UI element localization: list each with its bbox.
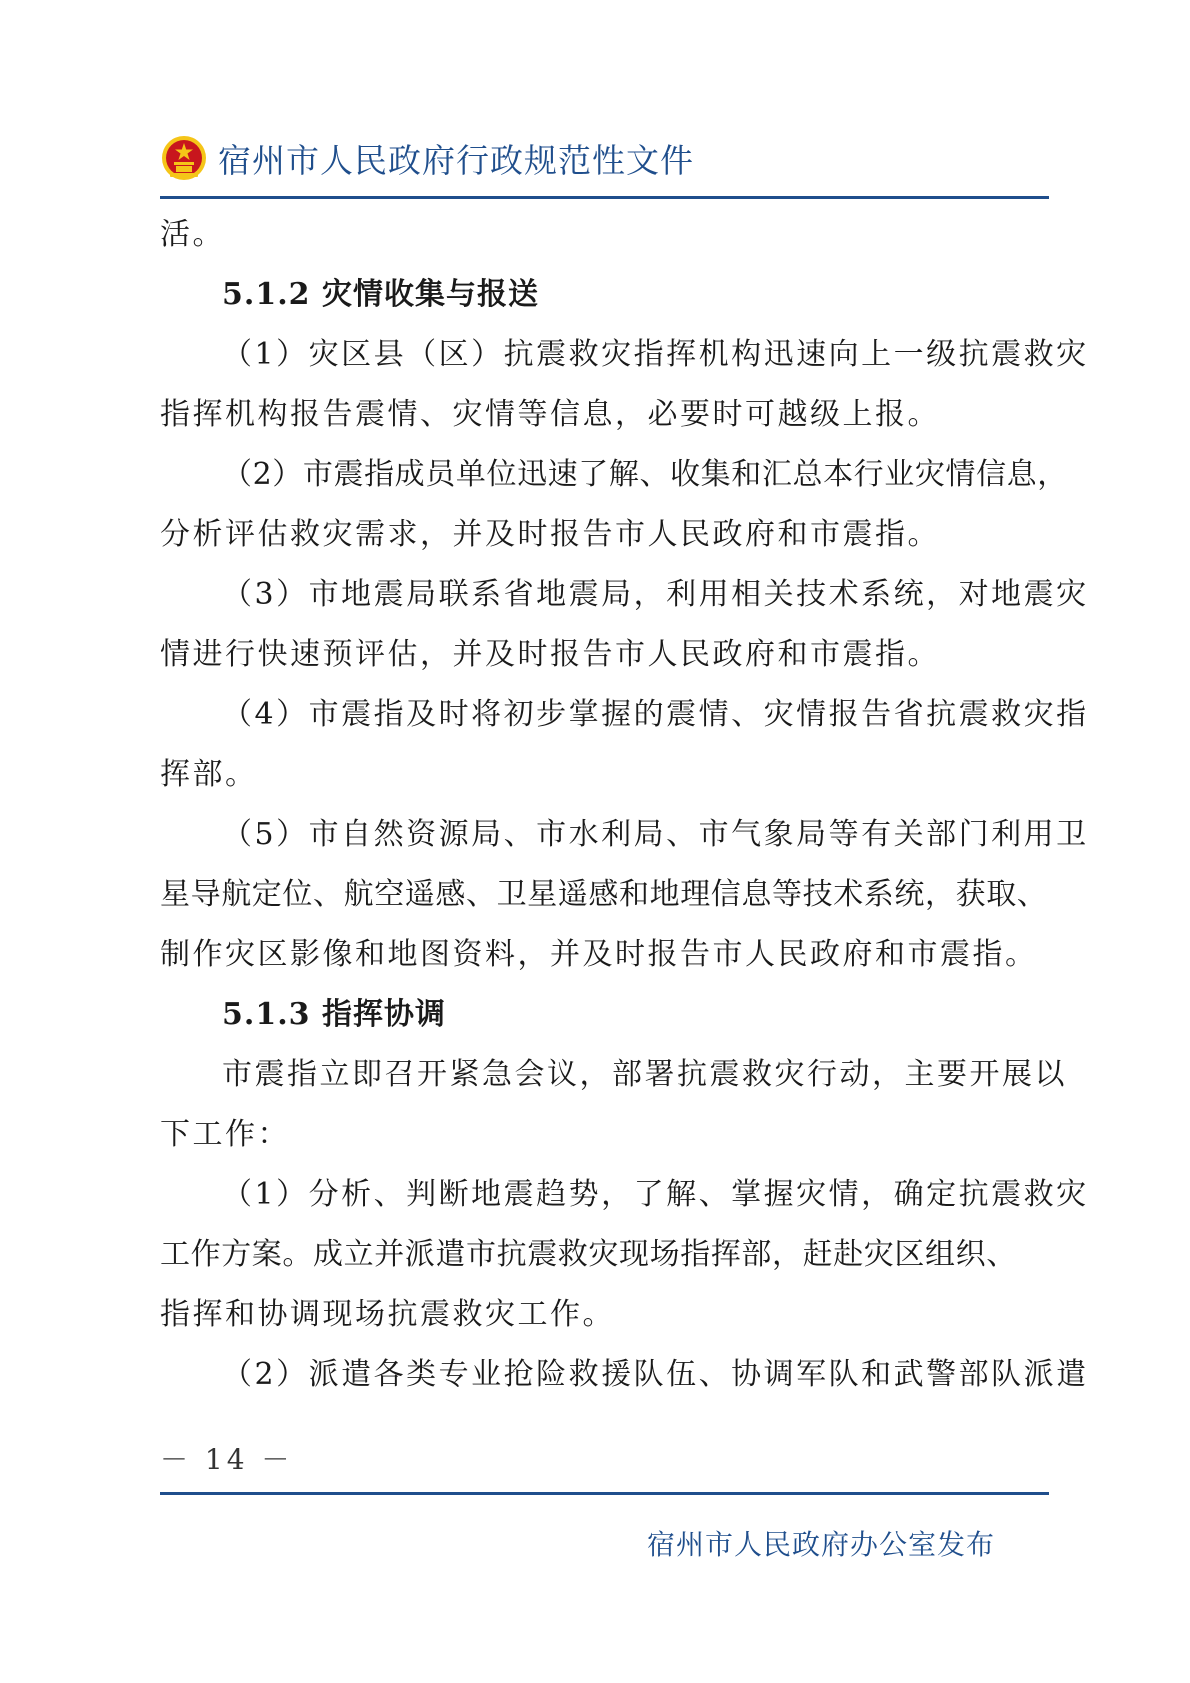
body-line: 指挥和协调现场抗震救灾工作。 xyxy=(160,1297,615,1332)
body-line: 下工作： xyxy=(160,1117,290,1152)
body-line: 活。 xyxy=(160,217,225,252)
body-line: （2）市震指成员单位迅速了解、收集和汇总本行业灾情信息， xyxy=(222,457,1068,492)
footer-publisher: 宿州市人民政府办公室发布 xyxy=(646,1528,995,1561)
body-line: （1）分析、判断地震趋势，了解、掌握灾情，确定抗震救灾 xyxy=(222,1177,1089,1212)
footer-divider xyxy=(160,1492,1049,1495)
body-line: （4）市震指及时将初步掌握的震情、灾情报告省抗震救灾指 xyxy=(222,697,1089,732)
section-heading-5-1-2: 5.1.2 灾情收集与报送 xyxy=(222,277,539,312)
body-line: 星导航定位、航空遥感、卫星遥感和地理信息等技术系统，获取、 xyxy=(160,877,1048,912)
header-title: 宿州市人民政府行政规范性文件 xyxy=(218,140,694,180)
page-number: － 14 － xyxy=(160,1443,294,1476)
body-line: 分析评估救灾需求，并及时报告市人民政府和市震指。 xyxy=(160,517,940,552)
body-line: 情进行快速预评估，并及时报告市人民政府和市震指。 xyxy=(160,637,940,672)
body-line: （3）市地震局联系省地震局，利用相关技术系统，对地震灾 xyxy=(222,577,1089,612)
body-line: 工作方案。成立并派遣市抗震救灾现场指挥部，赶赴灾区组织、 xyxy=(160,1237,1017,1272)
section-heading-5-1-3: 5.1.3 指挥协调 xyxy=(222,997,446,1032)
body-line: （1）灾区县（区）抗震救灾指挥机构迅速向上一级抗震救灾 xyxy=(222,337,1089,372)
body-line: 制作灾区影像和地图资料，并及时报告市人民政府和市震指。 xyxy=(160,937,1038,972)
document-body xyxy=(160,205,1089,1405)
header-divider xyxy=(160,196,1049,199)
body-line: 市震指立即召开紧急会议，部署抗震救灾行动，主要开展以 xyxy=(222,1057,1067,1092)
body-line: 挥部。 xyxy=(160,757,258,792)
body-line: （5）市自然资源局、市水利局、市气象局等有关部门利用卫 xyxy=(222,817,1089,852)
document-header xyxy=(160,128,694,188)
national-emblem-icon xyxy=(160,134,208,182)
body-line: 指挥机构报告震情、灾情等信息，必要时可越级上报。 xyxy=(160,397,940,432)
body-line: （2）派遣各类专业抢险救援队伍、协调军队和武警部队派遣 xyxy=(222,1357,1089,1392)
